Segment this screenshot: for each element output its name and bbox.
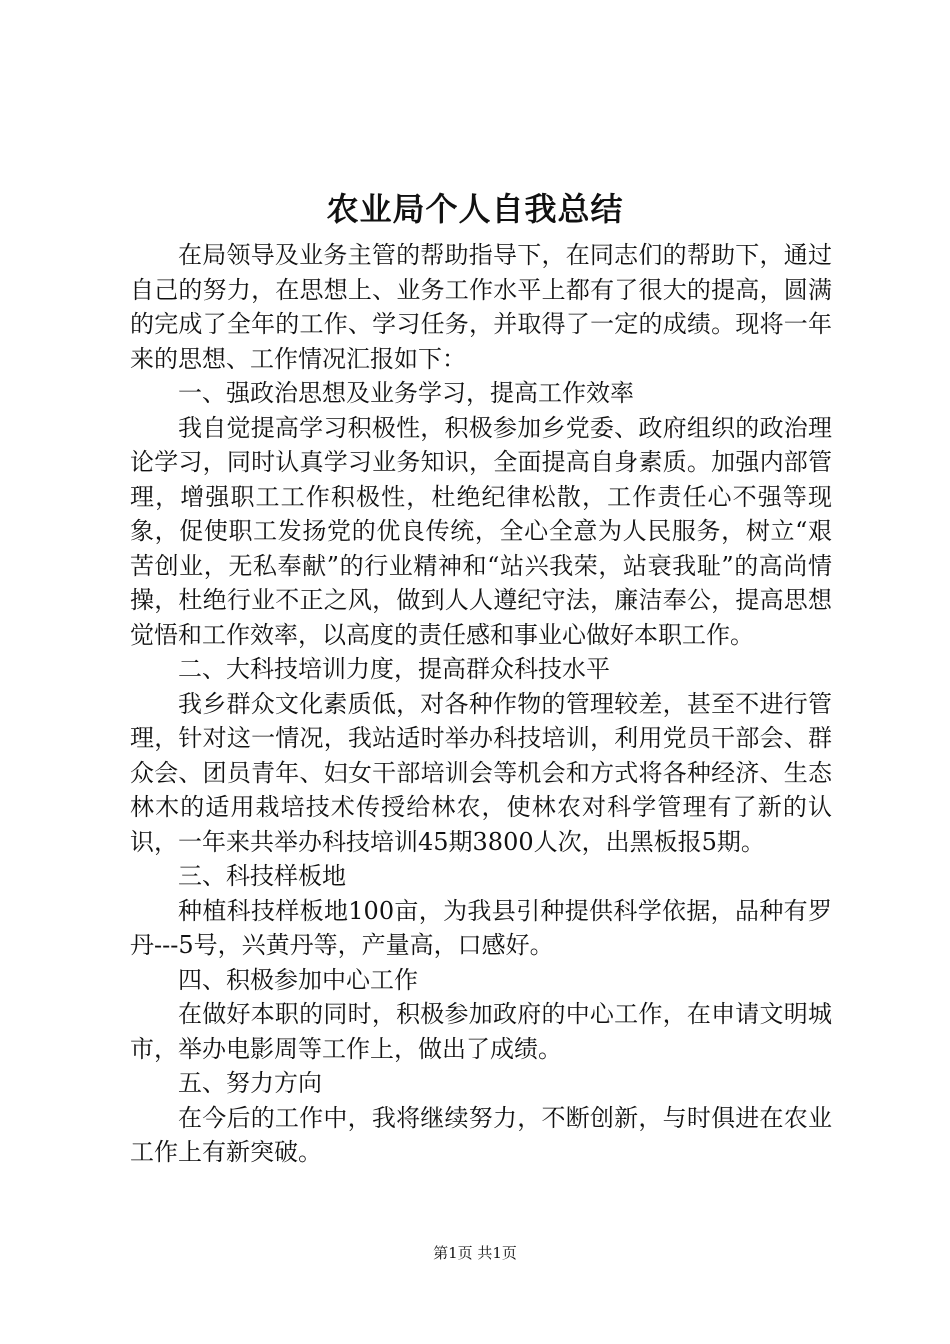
document-title: 农业局个人自我总结	[326, 190, 624, 228]
paragraph-section-2: 我乡群众文化素质低，对各种作物的管理较差，甚至不进行管理，针对这一情况，我站适时举办科技培训，利用党员干部会、群众会、团员青年、妇女干部培训会等机会和方式将各种经济、生态林木的适用栽培技术传授给林农，使林农对科学管理有了新的认识，一年来共举办科技培训45期3800人次，出黑板报5期。	[130, 689, 832, 856]
section-heading-2: 二、大科技培训力度，提高群众科技水平	[178, 655, 610, 683]
section-heading-1: 一、强政治思想及业务学习，提高工作效率	[178, 379, 634, 407]
page-footer: 第1页 共1页	[433, 1244, 517, 1262]
section-heading-4: 四、积极参加中心工作	[178, 965, 418, 994]
document-body	[130, 238, 832, 1170]
section-heading-3: 三、科技样板地	[178, 862, 346, 890]
paragraph-section-3: 种植科技样板地100亩，为我县引种提供科学依据，品种有罗丹---5号，兴黄丹等，产量高，口感好。	[130, 896, 832, 959]
paragraph-section-1: 我自觉提高学习积极性，积极参加乡党委、政府组织的政治理论学习，同时认真学习业务知识，全面提高自身素质。加强内部管理，增强职工工作积极性，杜绝纪律松散，工作责任心不强等现象，促使职工发扬党的优良传统，全心全意为人民服务，树立“艰苦创业，无私奉献”的行业精神和“站兴我荣，站衰我耻”的高尚情操，杜绝行业不正之风，做到人人遵纪守法，廉洁奉公，提高思想觉悟和工作效率，以高度的责任感和事业心做好本职工作。	[130, 413, 832, 649]
paragraph-section-5: 在今后的工作中，我将继续努力，不断创新，与时俱进在农业工作上有新突破。	[130, 1103, 832, 1166]
section-heading-5: 五、努力方向	[178, 1069, 322, 1097]
paragraph-intro: 在局领导及业务主管的帮助指导下，在同志们的帮助下，通过自己的努力，在思想上、业务工作水平上都有了很大的提高，圆满的完成了全年的工作、学习任务，并取得了一定的成绩。现将一年来的思想、工作情况汇报如下：	[130, 241, 832, 373]
paragraph-section-4: 在做好本职的同时，积极参加政府的中心工作，在申请文明城市，举办电影周等工作上，做出了成绩。	[130, 1000, 832, 1063]
